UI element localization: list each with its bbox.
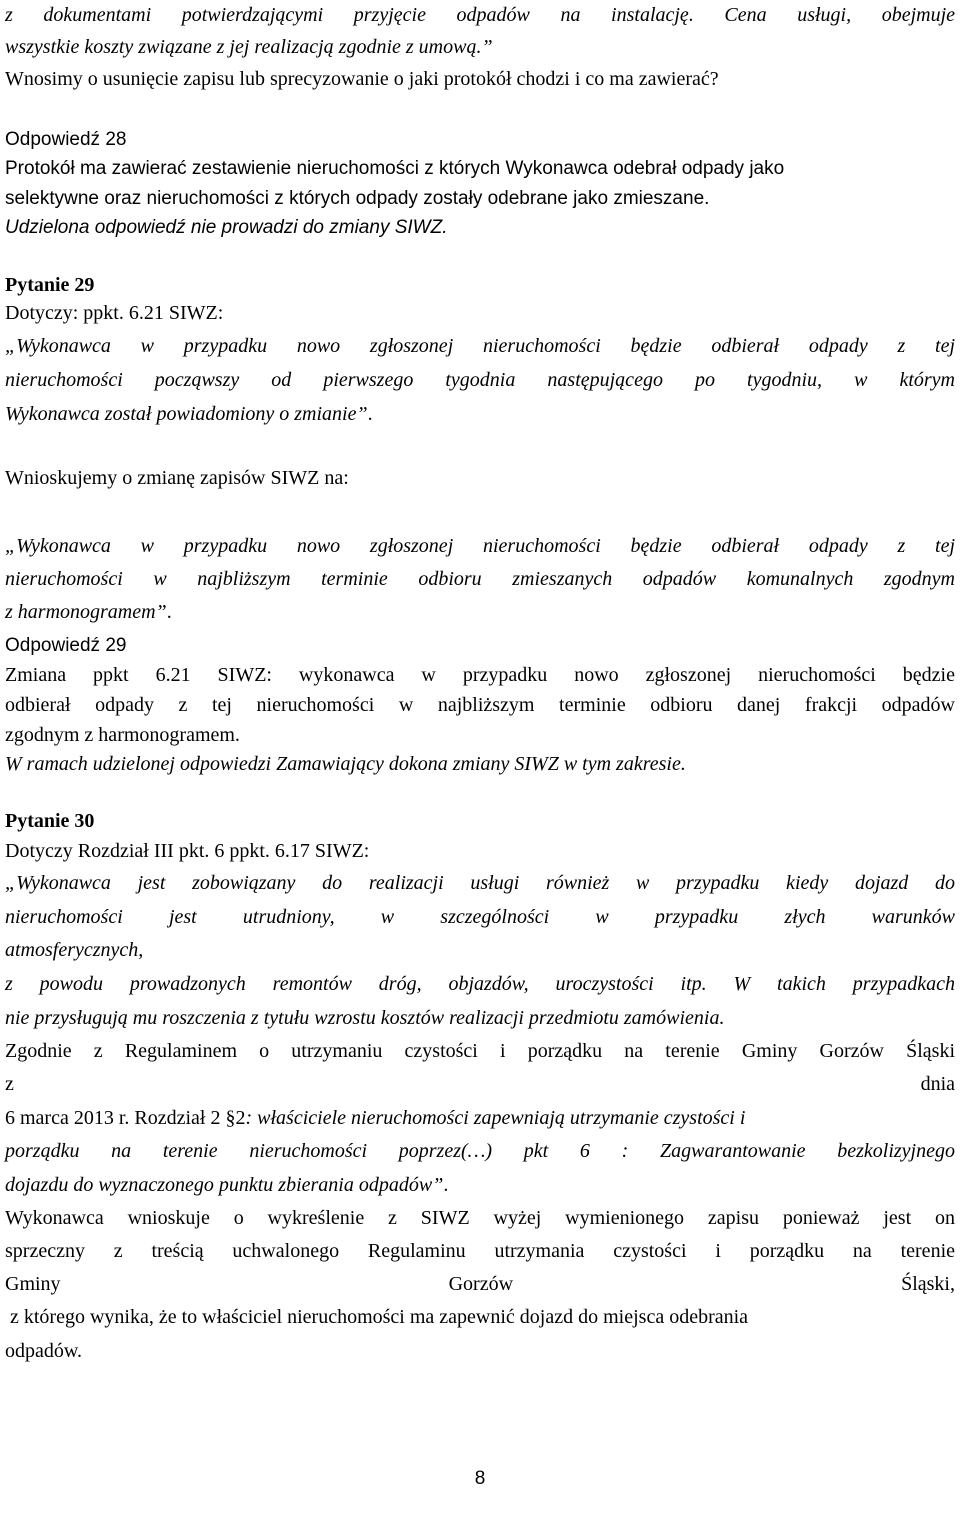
question-29-quote-period: .	[367, 403, 373, 425]
question-29-proposal-period: .	[166, 601, 172, 623]
answer-28-line-2: selektywne oraz nieruchomości z których odpady zostały odebrane jako zmieszane.	[5, 188, 710, 209]
question-29-quote-line-3	[5, 401, 373, 427]
intro-line-1: z dokumentami potwierdzającymi przyjęcie odpadów na instalację. Cena usługi, obejmuje	[5, 4, 955, 26]
question-29-quote-text: Wykonawca został powiadomiony o zmianie”	[5, 403, 368, 425]
answer-29-note: W ramach udzielonej odpowiedzi Zamawiający dokona zmiany SIWZ w tym zakresie.	[5, 753, 686, 775]
regulation-line-2: z dnia	[5, 1073, 955, 1095]
regulation-quote-start: : właściciele nieruchomości zapewniają utrzymanie czystości i	[245, 1107, 746, 1129]
answer-29-line-1: Zmiana ppkt 6.21 SIWZ: wykonawca w przypadku nowo zgłoszonej nieruchomości będzie	[5, 664, 955, 686]
question-30-quote-line-1: „Wykonawca jest zobowiązany do realizacji usługi również w przypadku kiedy dojazd do	[5, 872, 955, 894]
page-number: 8	[474, 1468, 486, 1489]
question-30-heading: Pytanie 30	[5, 810, 95, 832]
request-line-1: Wykonawca wnioskuje o wykreślenie z SIWZ wyżej wymienionego zapisu ponieważ jest on	[5, 1207, 955, 1229]
answer-29-line-3: zgodnym z harmonogramem.	[5, 724, 240, 746]
intro-line-2: wszystkie koszty związane z jej realizacją zgodnie z umową.”	[5, 36, 493, 58]
question-30-ref: Dotyczy Rozdział III pkt. 6 ppkt. 6.17 SIWZ:	[5, 840, 370, 862]
question-29-proposal-line-1: „Wykonawca w przypadku nowo zgłoszonej nieruchomości będzie odbierał odpady z tej	[5, 535, 955, 557]
regulation-quote-end: dojazdu do wyznaczonego punktu zbierania odpadów”	[5, 1174, 444, 1196]
request-line-2: sprzeczny z treścią uchwalonego Regulaminu utrzymania czystości i porządku na terenie	[5, 1240, 955, 1262]
regulation-date-ref: 6 marca 2013 r. Rozdział 2 §2	[5, 1107, 246, 1129]
request-line-3: Gminy Gorzów Śląski,	[5, 1273, 955, 1295]
question-30-quote-line-3: atmosferycznych,	[5, 939, 144, 961]
answer-29-heading: Odpowiedź 29	[5, 635, 127, 656]
question-30-quote-line-4: z powodu prowadzonych remontów dróg, objazdów, uroczystości itp. W takich przypadkach	[5, 973, 955, 995]
regulation-line-5	[5, 1172, 448, 1198]
answer-28-note: Udzielona odpowiedź nie prowadzi do zmiany SIWZ.	[5, 217, 448, 238]
regulation-line-1: Zgodnie z Regulaminem o utrzymaniu czystości i porządku na terenie Gminy Gorzów Śląski	[5, 1040, 955, 1062]
question-29-proposal-line-3	[5, 599, 172, 625]
request-line-5: odpadów.	[5, 1340, 83, 1362]
question-30-quote-line-2: nieruchomości jest utrudniony, w szczególności w przypadku złych warunków	[5, 906, 955, 928]
question-29-proposal-line-2: nieruchomości w najbliższym terminie odbioru zmieszanych odpadów komunalnych zgodnym	[5, 568, 955, 590]
question-29-quote-line-1: „Wykonawca w przypadku nowo zgłoszonej nieruchomości będzie odbierał odpady z tej	[5, 335, 955, 357]
question-29-request: Wnioskujemy o zmianę zapisów SIWZ na:	[5, 467, 349, 489]
regulation-line-3	[5, 1105, 745, 1131]
intro-line-3: Wnosimy o usunięcie zapisu lub sprecyzowanie o jaki protokół chodzi i co ma zawierać?	[5, 68, 719, 90]
regulation-line-4: porządku na terenie nieruchomości poprzez(…) pkt 6 : Zagwarantowanie bezkolizyjnego	[5, 1140, 955, 1162]
answer-28-heading: Odpowiedź 28	[5, 129, 127, 150]
answer-28-line-1: Protokół ma zawierać zestawienie nieruchomości z których Wykonawca odebrał odpady jako	[5, 158, 785, 179]
question-29-quote-line-2: nieruchomości począwszy od pierwszego tygodnia następującego po tygodniu, w którym	[5, 369, 955, 391]
regulation-quote-period: .	[443, 1174, 449, 1196]
question-29-heading: Pytanie 29	[5, 274, 95, 296]
question-29-ref: Dotyczy: ppkt. 6.21 SIWZ:	[5, 302, 224, 324]
question-29-proposal-text: z harmonogramem”	[5, 601, 167, 623]
answer-29-line-2: odbierał odpady z tej nieruchomości w najbliższym terminie odbioru danej frakcji odpadów	[5, 694, 955, 716]
question-30-quote-line-5: nie przysługują mu roszczenia z tytułu wzrostu kosztów realizacji przedmiotu zamówienia.	[5, 1007, 725, 1029]
request-line-4: z którego wynika, że to właściciel nieruchomości ma zapewnić dojazd do miejsca odebrania	[5, 1306, 749, 1328]
